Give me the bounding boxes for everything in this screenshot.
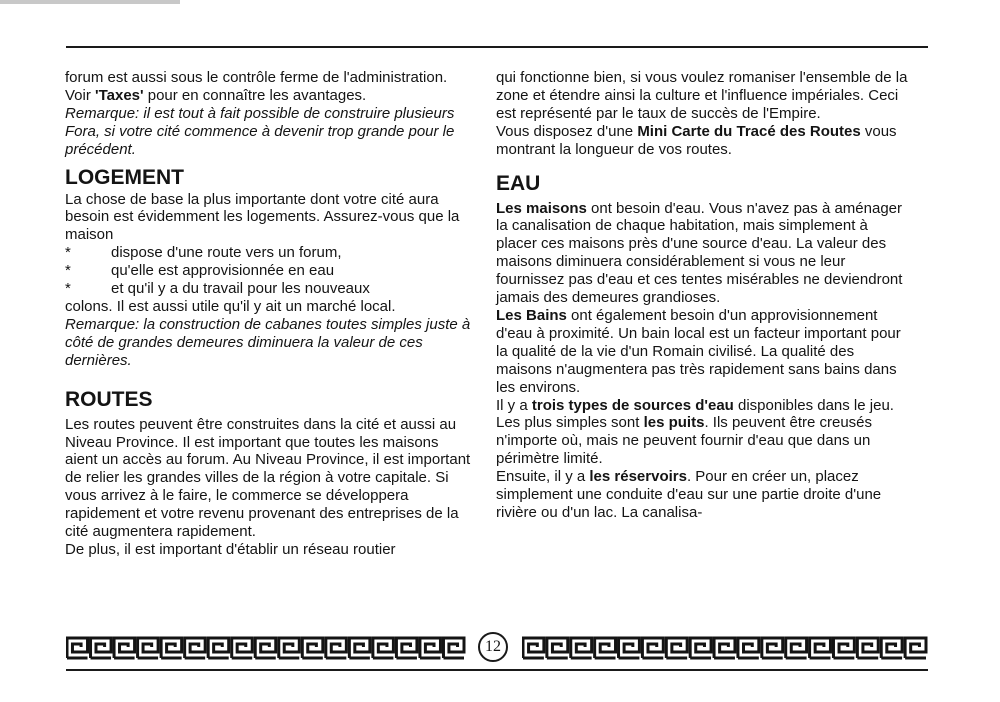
logement-end: colons. Il est aussi utile qu'il y ait un marché local. xyxy=(65,297,396,315)
logement-note: Remarque: la construction de cabanes toutes simples juste à côté de grandes demeures diminuera la valeur de ces dernières. xyxy=(65,315,471,369)
bullet-item xyxy=(65,262,475,280)
greek-key-unit xyxy=(326,638,347,658)
greek-key-unit xyxy=(714,638,735,658)
greek-key-unit xyxy=(619,638,640,658)
greek-key-unit xyxy=(571,638,592,658)
greek-key-unit xyxy=(420,638,441,658)
reservoirs-term: les réservoirs xyxy=(589,468,687,486)
greek-key-unit xyxy=(349,638,370,658)
page-number: 12 xyxy=(478,632,508,662)
bullet-star: * xyxy=(65,280,71,298)
greek-key-unit xyxy=(857,638,878,658)
greek-key-unit xyxy=(547,638,568,658)
greek-key-unit xyxy=(373,638,394,658)
greek-key-unit xyxy=(302,638,323,658)
routes-heading: ROUTES xyxy=(65,387,153,411)
bullet-star: * xyxy=(65,262,71,280)
mini-map-paragraph xyxy=(496,123,908,159)
greek-key-unit xyxy=(67,638,88,658)
maisons-paragraph xyxy=(496,200,908,307)
logement-heading: LOGEMENT xyxy=(65,165,184,189)
greek-key-unit xyxy=(595,638,616,658)
greek-key-unit xyxy=(690,638,711,658)
routes-continued: qui fonctionne bien, si vous voulez romaniser l'ensemble de la zone et étendre ainsi la culture et l'influence impériales. Ceci est représenté par le taux de succès de l'Empire. xyxy=(496,69,908,122)
greek-key-unit xyxy=(232,638,253,658)
sources-term: trois types de sources d'eau xyxy=(531,396,734,414)
mini-map-text-end: vous montrant la longueur de vos routes. xyxy=(496,122,897,158)
maisons-text: ont besoin d'eau. Vous n'avez pas à aménager la canalisation de chaque habitation, mais simplement à placer ces maisons près d'une source d'eau. La valeur des maisons diminuera considérablement si vous ne leur fournissez pas d'eau et ces tentes misérables ne deviendront jamais des demeures grandioses. xyxy=(496,199,903,307)
greek-key-border-icon xyxy=(66,636,466,660)
greek-key-unit xyxy=(786,638,807,658)
sources-text-mid: disponibles dans le jeu. Les plus simples sont xyxy=(496,396,894,432)
bullet-text: qu'elle est approvisionnée en eau xyxy=(111,262,335,280)
reservoirs-text: Ensuite, il y a xyxy=(496,468,590,486)
greek-key-unit xyxy=(642,638,663,658)
forum-text-end: pour en connaître les avantages. xyxy=(143,86,367,104)
taxes-reference: 'Taxes' xyxy=(95,86,144,104)
greek-key-unit xyxy=(396,638,417,658)
forum-note: Remarque: il est tout à fait possible de construire plusieurs Fora, si votre cité commence à devenir trop grande pour le précédent. xyxy=(65,104,455,158)
greek-key-unit xyxy=(161,638,182,658)
greek-key-unit xyxy=(443,638,464,658)
reservoirs-paragraph xyxy=(496,468,908,522)
greek-key-unit xyxy=(208,638,229,658)
forum-paragraph xyxy=(65,69,475,105)
greek-key-unit xyxy=(666,638,687,658)
greek-key-unit xyxy=(833,638,854,658)
bottom-rule xyxy=(66,669,928,671)
maisons-term: Les maisons xyxy=(496,199,587,217)
bullet-text: et qu'il y a du travail pour les nouveaux xyxy=(111,280,370,298)
puits-term: les puits xyxy=(643,414,705,432)
greek-key-border-icon xyxy=(522,636,928,660)
page-footer xyxy=(66,633,928,663)
forum-text: forum est aussi sous le contrôle ferme de l'administration. Voir xyxy=(65,69,448,104)
bullet-star: * xyxy=(65,244,71,262)
logement-intro: La chose de base la plus importante dont votre cité aura besoin est évidemment les logements. Assurez-vous que la maison xyxy=(65,190,460,244)
scan-edge-mark xyxy=(0,0,180,4)
sources-text-end: . Ils peuvent être creusés n'importe où, mais ne peuvent fournir d'eau que dans un périmètre limité. xyxy=(496,414,873,468)
greek-key-unit xyxy=(138,638,159,658)
bains-text: ont également besoin d'un approvisionnement d'eau à proximité. Un bain local est un facteur important pour la qualité de la vie d'un Romain civilisé. La qualité des maisons n'augmentera pas très rapidement sans bains dans les environs. xyxy=(496,306,901,396)
greek-key-unit xyxy=(279,638,300,658)
greek-key-unit xyxy=(114,638,135,658)
sources-text: Il y a xyxy=(496,396,532,414)
sources-paragraph xyxy=(496,397,908,469)
bullet-item xyxy=(65,280,475,298)
right-column xyxy=(496,69,908,522)
reservoirs-text-end: . Pour en créer un, placez simplement une conduite d'eau sur une partie droite d'une rivière ou d'un lac. La canalisa- xyxy=(496,468,882,521)
bullet-item xyxy=(65,244,475,262)
mini-map-text: Vous disposez d'une xyxy=(496,122,638,140)
greek-key-unit xyxy=(762,638,783,658)
eau-heading: EAU xyxy=(496,171,541,195)
greek-key-unit xyxy=(91,638,112,658)
greek-key-unit xyxy=(738,638,759,658)
greek-key-unit xyxy=(523,638,544,658)
greek-key-unit xyxy=(881,638,902,658)
greek-key-unit xyxy=(185,638,206,658)
bains-paragraph xyxy=(496,307,908,397)
mini-map-term: Mini Carte du Tracé des Routes xyxy=(637,122,861,140)
greek-key-unit xyxy=(255,638,276,658)
greek-key-unit xyxy=(810,638,831,658)
top-rule xyxy=(66,46,928,48)
left-column xyxy=(65,69,475,559)
bains-term: Les Bains xyxy=(496,306,567,324)
greek-key-unit xyxy=(905,638,926,658)
routes-paragraph-2: De plus, il est important d'établir un réseau routier xyxy=(65,540,396,558)
bullet-text: dispose d'une route vers un forum, xyxy=(111,244,342,262)
routes-paragraph: Les routes peuvent être construites dans la cité et aussi au Niveau Province. Il est important que toutes les maisons aient un accès au forum. Au Niveau Province, il est important de relier les grandes villes de la région à votre capitale. Si vous arrivez à le faire, le commerce se développera rapidement et votre revenu provenant des entreprises de la cité augmentera rapidement. xyxy=(65,415,471,541)
